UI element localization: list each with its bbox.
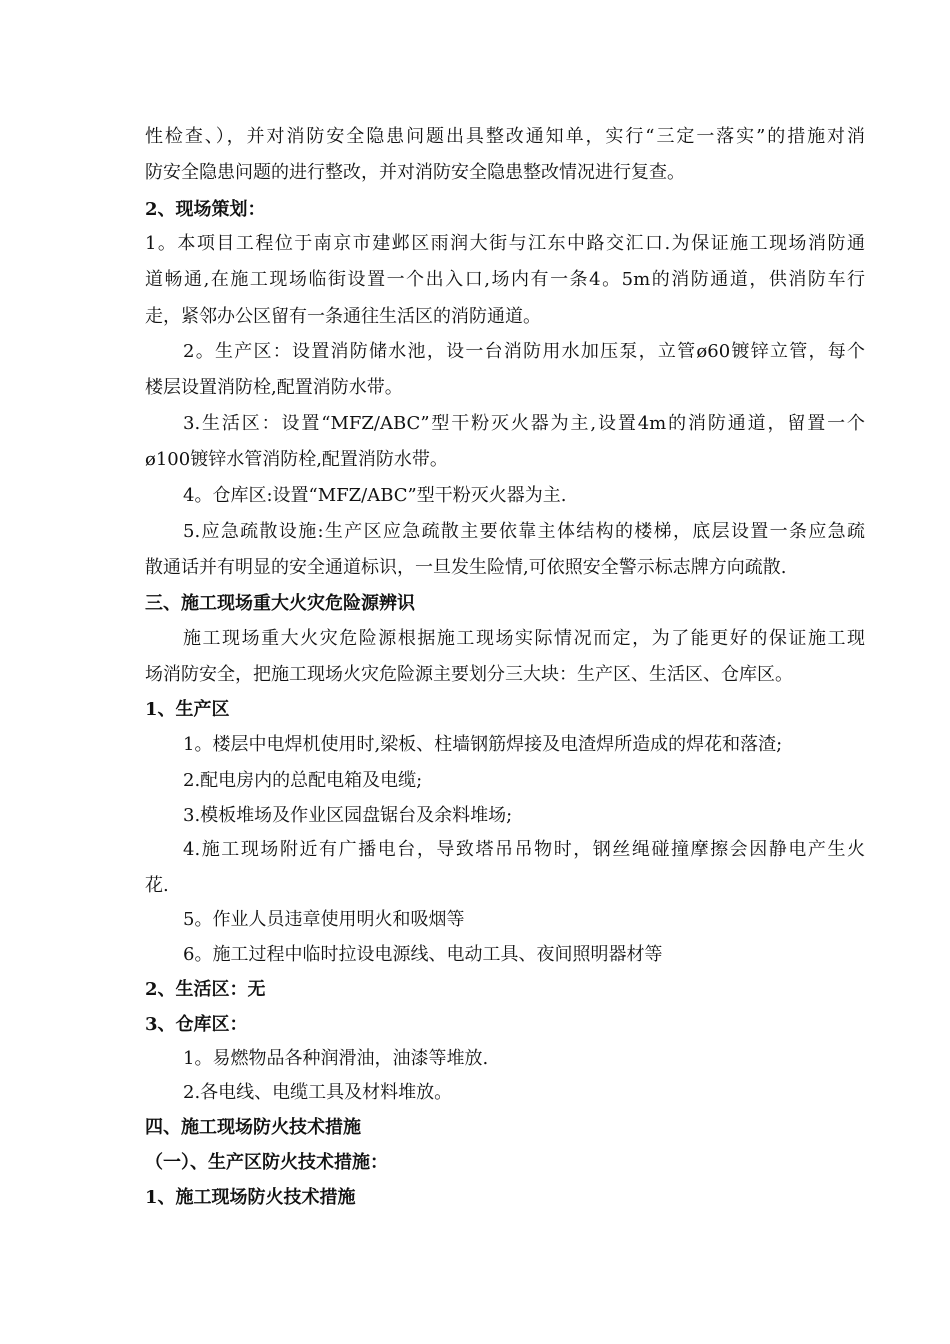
- list-item: 3.模板堆场及作业区园盘锯台及余料堆场;: [183, 805, 513, 826]
- list-item: 1。楼层中电焊机使用时,梁板、柱墙钢筋焊接及电渣焊所造成的焊花和落渣;: [183, 734, 783, 755]
- paragraph-line: 性检查、），并对消防安全隐患问题出具整改通知单，实行“三定一落实”的措施对消: [145, 126, 865, 147]
- paragraph-line: 走，紧邻办公区留有一条通往生活区的消防通道。: [145, 306, 541, 327]
- paragraph-line: 5.应急疏散设施:生产区应急疏散主要依靠主体结构的楼梯，底层设置一条应急疏: [183, 521, 865, 542]
- section-heading: 1、生产区: [145, 699, 230, 720]
- paragraph-line: ø100镀锌水管消防栓,配置消防水带。: [145, 449, 448, 470]
- section-heading: 1、施工现场防火技术措施: [145, 1187, 356, 1208]
- section-heading: 2、现场策划：: [145, 199, 266, 220]
- section-heading: 2、生活区：无: [145, 979, 266, 1000]
- paragraph-line: 道畅通,在施工现场临街设置一个出入口,场内有一条4。5m的消防通道，供消防车行: [145, 269, 865, 290]
- paragraph-line: 3.生活区：设置“MFZ/ABC”型干粉灭火器为主,设置4m的消防通道，留置一个: [183, 413, 865, 434]
- list-item: 2.配电房内的总配电箱及电缆;: [183, 770, 423, 791]
- paragraph-line: 楼层设置消防栓,配置消防水带。: [145, 377, 403, 398]
- list-item: 1。易燃物品各种润滑油，油漆等堆放.: [183, 1048, 489, 1069]
- paragraph-line: 防安全隐患问题的进行整改，并对消防安全隐患整改情况进行复查。: [145, 162, 685, 183]
- paragraph-line: 4。仓库区:设置“MFZ/ABC”型干粉灭火器为主.: [183, 485, 567, 506]
- list-item: 4.施工现场附近有广播电台，导致塔吊吊物时，钢丝绳碰撞摩擦会因静电产生火: [183, 839, 865, 860]
- paragraph-line: 场消防安全，把施工现场火灾危险源主要划分三大块：生产区、生活区、仓库区。: [145, 664, 793, 685]
- paragraph-line: 散通话并有明显的安全通道标识，一旦发生险情,可依照安全警示标志牌方向疏散.: [145, 557, 787, 578]
- section-heading: （一）、生产区防火技术措施：: [145, 1152, 388, 1173]
- paragraph-line: 施工现场重大火灾危险源根据施工现场实际情况而定，为了能更好的保证施工现: [183, 628, 865, 649]
- section-heading: 三、施工现场重大火灾危险源辨识: [145, 593, 415, 614]
- list-item: 6。施工过程中临时拉设电源线、电动工具、夜间照明器材等: [183, 944, 663, 965]
- list-item: 花.: [145, 875, 169, 896]
- section-heading: 四、施工现场防火技术措施: [145, 1117, 361, 1138]
- list-item: 5。作业人员违章使用明火和吸烟等: [183, 909, 465, 930]
- section-heading: 3、仓库区：: [145, 1014, 248, 1035]
- paragraph-line: 2。生产区：设置消防储水池，设一台消防用水加压泵，立管ø60镀锌立管，每个: [183, 341, 865, 362]
- paragraph-line: 1。本项目工程位于南京市建邺区雨润大街与江东中路交汇口.为保证施工现场消防通: [145, 233, 865, 254]
- list-item: 2.各电线、电缆工具及材料堆放。: [183, 1082, 453, 1103]
